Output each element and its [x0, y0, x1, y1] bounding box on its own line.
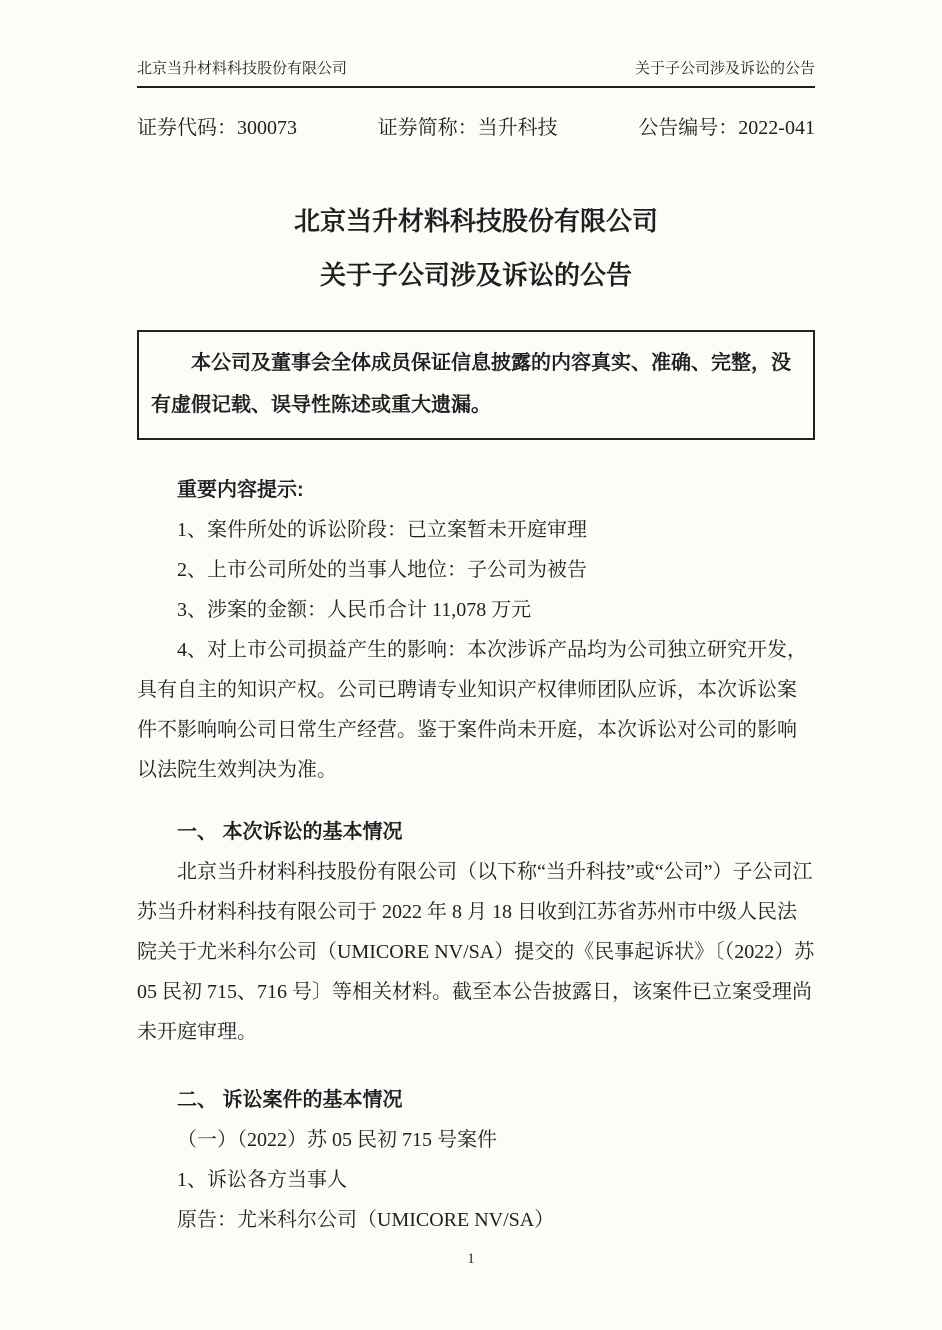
- header-company-name: 北京当升材料科技股份有限公司: [137, 61, 348, 77]
- section-1-heading: 一、 本次诉讼的基本情况: [177, 821, 403, 843]
- highlight-item-1: 1、案件所处的诉讼阶段：已立案暂未开庭审理: [177, 519, 587, 541]
- stock-short-name: 证券简称：当升科技: [377, 117, 558, 139]
- section-2-heading: 二、 诉讼案件的基本情况: [177, 1089, 403, 1111]
- highlight-item-2: 2、上市公司所处的当事人地位：子公司为被告: [177, 559, 587, 581]
- stock-code: 证券代码：300073: [137, 117, 297, 139]
- securities-meta-row: [137, 114, 815, 142]
- header-doc-title: 关于子公司涉及诉讼的公告: [634, 61, 815, 77]
- declaration-box: [137, 330, 815, 440]
- case-plaintiff: 原告：尤米科尔公司（UMICORE NV/SA）: [177, 1209, 555, 1231]
- declaration-text: 本公司及董事会全体成员保证信息披露的内容真实、准确、完整，没有虚假记载、误导性陈述或重大遗漏。: [151, 352, 791, 416]
- section-1-paragraph: 北京当升材料科技股份有限公司（以下称“当升科技”或“公司”）子公司江苏当升材料科技有限公司于 2022 年 8 月 18 日收到江苏省苏州市中级人民法院关于尤米科尔公司（UMICORE NV/SA）提交的《民事起诉状》〔（2022）苏 05 民初 715、716 号〕等相关材料。截至本公告披露日，该案件已立案受理尚未开庭审理。: [137, 861, 815, 1043]
- case-subheading: （一）（2022）苏 05 民初 715 号案件: [177, 1129, 497, 1151]
- highlight-item-4: 4、对上市公司损益产生的影响：本次涉诉产品均为公司独立研究开发，具有自主的知识产权。公司已聘请专业知识产权律师团队应诉，本次诉讼案件不影响响公司日常生产经营。鉴于案件尚未开庭，本次诉讼对公司的影响以法院生效判决为准。: [137, 639, 807, 781]
- announcement-number: 公告编号：2022-041: [638, 117, 815, 139]
- page-number: 1: [467, 1251, 475, 1267]
- highlights-heading: 重要内容提示:: [177, 479, 304, 501]
- document-header: [137, 58, 815, 88]
- title-line-2: 关于子公司涉及诉讼的公告: [319, 260, 632, 290]
- title-line-1: 北京当升材料科技股份有限公司: [293, 206, 658, 236]
- case-parties-label: 1、诉讼各方当事人: [177, 1169, 347, 1191]
- highlight-item-3: 3、涉案的金额：人民币合计 11,078 万元: [177, 599, 532, 621]
